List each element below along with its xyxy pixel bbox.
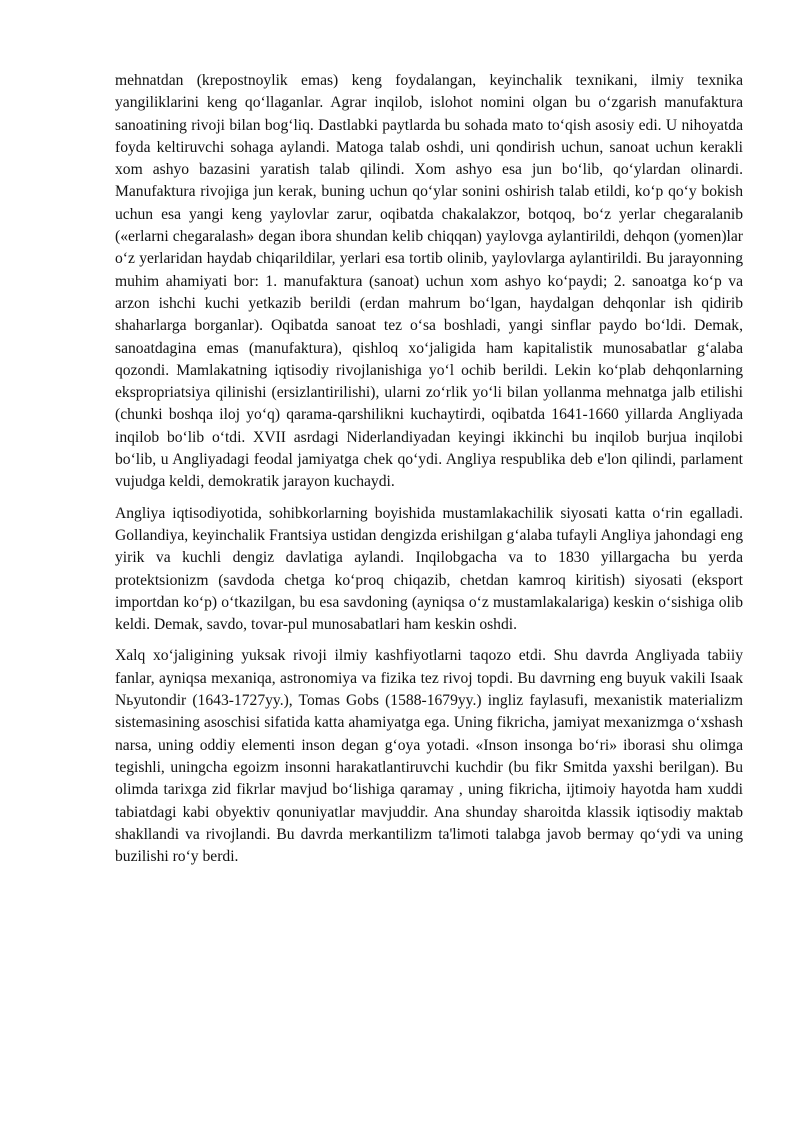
paragraph: mehnatdan (krepostnoylik emas) keng foydalangan, keyinchalik texnikani, ilmiy texnika yangiliklarini keng qo‘llaganlar. Agrar inqilob, islohot nomini olgan bu o‘zgarish manufaktura sanoatining rivoji bilan bog‘liq. Dastlabki paytlarda bu sohada mato to‘qish asosiy edi. U nihoyatda foyda keltiruvchi sohaga aylandi. Matoga talab oshdi, uni qondirish uchun, sanoat uchun kerakli xom ashyo bazasini yaratish talab qilindi. Xom ashyo esa jun bo‘lib, qo‘ylardan olinardi. Manufaktura rivojiga jun kerak, buning uchun qo‘ylar sonini oshirish talab etildi, ko‘p qo‘y bokish uchun esa yangi keng yaylovlar zarur, oqibatda chakalakzor, botqoq, bo‘z yerlar chegaralanib («erlarni chegaralash» degan ibora shundan kelib chiqqan) yaylovga aylantirildi, dehqon (yomen)lar o‘z yerlaridan haydab chiqarildilar, yerlari esa tortib olinib, yaylovlarga aylantirildi. Bu jarayonning muhim ahamiyati bor: 1. manufaktura (sanoat) uchun xom ashyo ko‘paydi; 2. sanoatga ko‘p va arzon ishchi kuchi yetkazib berildi (erdan mahrum bo‘lgan, haydalgan dehqonlar ish qidirib shaharlarga borganlar). Oqibatda sanoat tez o‘sa boshladi, yangi sinflar paydo bo‘ldi. Demak, sanoatdagina emas (manufaktura), qishloq xo‘jaligida ham kapitalistik munosabatlar g‘alaba qozondi. Mamlakatning iqtisodiy rivojlanishiga yo‘l ochib berildi. Lekin ko‘plab dehqonlarning ekspropriatsiya qilinishi (ersizlantirilishi), ularni zo‘rlik yo‘li bilan yollanma mehnatga jalb etilishi (chunki boshqa iloj yo‘q) qarama-qarshilikni kuchaytirdi, oqibatda 1641-1660 yillarda Angliyada inqilob bo‘lib o‘tdi. XVII asrdagi Niderlandiyadan keyingi ikkinchi bu inqilob burjua inqilobi bo‘lib, u Angliyadagi feodal jamiyatga chek qo‘ydi. Angliya respublika deb e'lon qilindi, parlament vujudga keldi, demokratik jarayon kuchaydi. xyxy=(115,72,743,491)
document-page xyxy=(115,70,743,877)
paragraph: Xalq xo‘jaligining yuksak rivoji ilmiy kashfiyotlarni taqozo etdi. Shu davrda Angliyada tabiiy fanlar, ayniqsa mexaniqa, astronomiya va fizika tez rivoj topdi. Bu davrning eng buyuk vakili Isaak Nьyutondir (1643-1727yy.), Tomas Gobs (1588-1679yy.) ingliz faylasufi, mexanistik materializm sistemasining asoschisi sifatida katta ahamiyatga ega. Uning fikricha, jamiyat mexanizmga o‘xshash narsa, uning oddiy elementi inson degan g‘oya yotadi. «Inson insonga bo‘ri» iborasi shu olimga tegishli, uningcha egoizm insonni harakatlantiruvchi kuchdir (bu fikr Smitda yaxshi berilgan). Bu olimda tarixga zid fikrlar mavjud bo‘lishiga qaramay , uning fikricha, ijtimoiy hayotda ham xuddi tabiatdagi kabi obyektiv qonuniyatlar mavjuddir. Ana shunday sharoitda klassik iqtisodiy maktab shakllandi va rivojlandi. Bu davrda merkantilizm ta'limoti talabga javob bermay qo‘ydi va uning buzilishi ro‘y berdi. xyxy=(115,647,743,866)
paragraph: Angliya iqtisodiyotida, sohibkorlarning boyishida mustamlakachilik siyosati katta o‘rin egalladi. Gollandiya, keyinchalik Frantsiya ustidan dengizda erishilgan g‘alaba tufayli Angliya jahondagi eng yirik va kuchli dengiz davlatiga aylandi. Inqilobgacha va to 1830 yillargacha bu yerda protektsionizm (savdoda chetga ko‘proq chiqazib, chetdan kamroq kiritish) siyosati (eksport importdan ko‘p) o‘tkazilgan, bu esa savdoning (ayniqsa o‘z mustamlakalariga) keskin o‘sishiga olib keldi. Demak, savdo, tovar-pul munosabatlari ham keskin oshdi. xyxy=(115,504,743,634)
